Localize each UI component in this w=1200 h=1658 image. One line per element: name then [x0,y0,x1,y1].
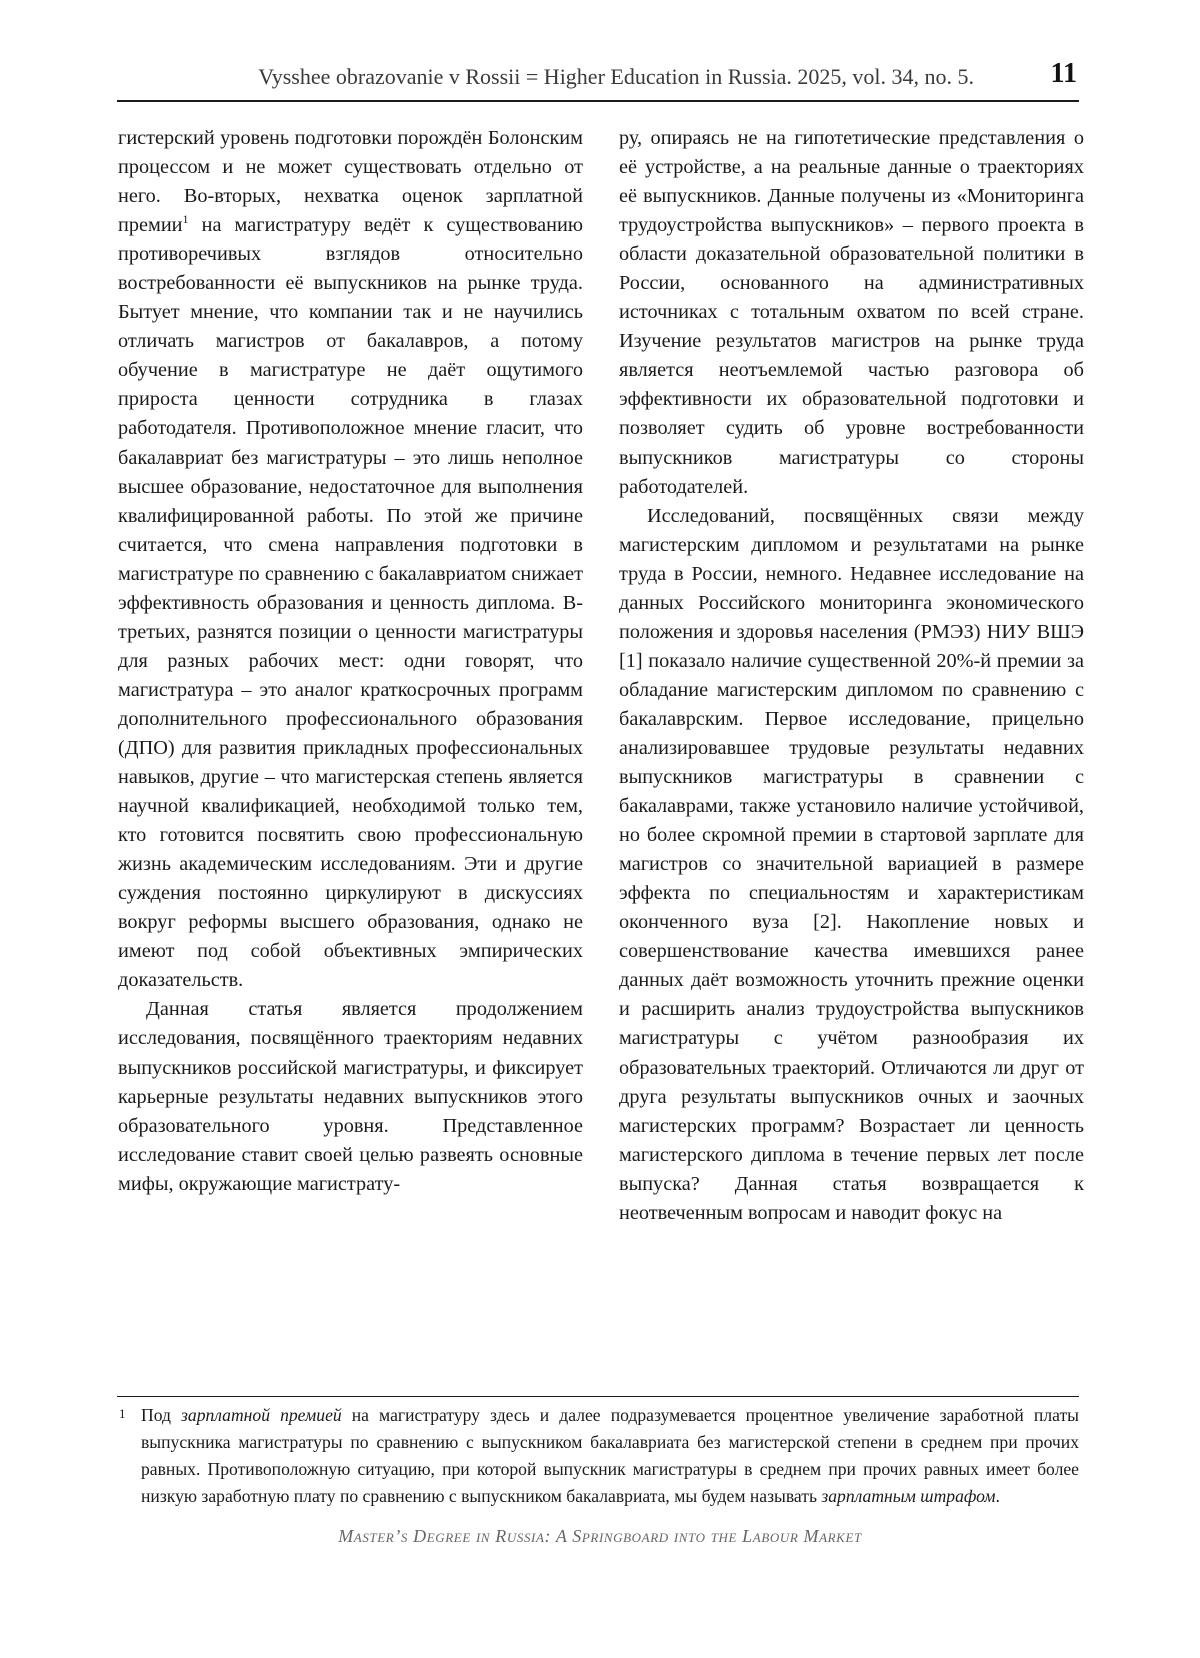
right-column [619,124,1084,1228]
right-paragraph-2: Исследований, посвящённых связи между магистерским дипломом и результатами на рынке труда в России, немного. Недавнее исследование на данных Российского мониторинга экономического положения и здоровья населения (РМЭЗ) НИУ ВШЭ [1] показало наличие существенной 20%-й премии за обладание магистерским дипломом по сравнению с бакалаврским. Первое исследование, прицельно анализировавшее трудовые результаты недавних выпускников магистратуры в сравнении с бакалаврами, также установило наличие устойчивой, но более скромной премии в стартовой зарплате для магистров со значительной вариацией в размере эффекта по специальностям и характеристикам оконченного вуза [2]. Накопление новых и совершенствование качества имевшихся ранее данных даёт возможность уточнить прежние оценки и расширить анализ трудоустройства выпускников магистратуры с учётом разнообразия их образовательных траекторий. Отличаются ли друг от друга результаты выпускников очных и заочных магистерских программ? Возрастает ли ценность магистерского диплома в течение первых лет после выпуска? Данная статья возвращается к неотвеченным вопросам и наводит фокус на [619,504,1084,1224]
left-column [118,124,583,1199]
footnote-divider [117,1396,1079,1397]
running-title: Master’s Degree in Russia: A Springboard into the Labour Market [338,1526,862,1546]
footnote-reference[interactable]: 1 [182,212,189,227]
footnote-text-3: . [995,1486,1000,1506]
left-p1-text-b: на магистратуру ведёт к существованию противоречивых взглядов относительно востребованности её выпускников на рынке труда. Бытует мнение, что компании так и не научились отличать магистров от бакалавров, а потому обучение в магистратуре не даёт ощутимого прироста ценности сотрудника в глазах работодателя. Противоположное мнение гласит, что бакалавриат без магистратуры – это лишь неполное высшее образование, недостаточное для выполнения квалифицированной работы. По этой же причине считается, что смена направления подготовки в магистратуре по сравнению с бакалавриатом снижает эффективность образования и ценность диплома. В-третьих, разнятся позиции о ценности магистратуры для разных рабочих мест: одни говорят, что магистратура – это аналог краткосрочных программ дополнительного профессионального образования (ДПО) для развития прикладных профессиональных навыков, другие – что магистерская степень является научной квалификацией, необходимой только тем, кто готовится посвятить свою профессиональную жизнь академическим исследованиям. Эти и другие суждения постоянно циркулируют в дискуссиях вокруг реформы высшего образования, однако не имеют под собой объективных эмпирических доказательств. [118,214,583,992]
footnote-mark: 1 [119,1406,126,1421]
footnote [117,1402,1079,1510]
journal-citation: Vysshee obrazovanie v Rossii = Higher Education in Russia. 2025, vol. 34, no. 5. [258,64,974,89]
footnote-text [141,1402,1079,1510]
left-p1-text-a: гистерский уровень подготовки порождён Болонским процессом и не может существовать отдельно от него. Во-вторых, нехватка оценок зарплатной премии [118,127,583,237]
footnote-term-premium: зарплатной премией [181,1405,342,1425]
left-paragraph-1 [118,124,583,995]
right-paragraph-1: ру, опираясь не на гипотетические представления о её устройстве, а на реальные данные о траекториях её выпускников. Данные получены из «Мониторинга трудоустройства выпускников» – первого проекта в области доказательной образовательной политики в России, основанного на административных источниках с тотальным охватом по всей стране. Изучение результатов магистров на рынке труда является неотъемлемой частью разговора об эффективности их образовательной подготовки и позволяет судить об уровне востребованности выпускников магистратуры со стороны работодателей. [619,127,1084,498]
footnote-term-penalty: зарплатным штрафом [821,1486,996,1506]
footnote-text-1: Под [141,1405,182,1425]
left-paragraph-2: Данная статья является продолжением исследования, посвящённого траекториям недавних выпускников российской магистратуры, и фиксирует карьерные результаты недавних выпускников этого образовательного уровня. Представленное исследование ставит своей целью развеять основные мифы, окружающие магистрату- [118,998,583,1195]
page-number: 11 [1050,58,1077,89]
footnote-text-2: на магистратуру здесь и далее подразумевается процентное увеличение заработной платы выпускника магистратуры по сравнению с выпускником бакалавриата без магистерской степени в среднем при прочих равных. Противоположную ситуацию, при которой выпускник магистратуры в среднем при прочих равных имеет более низкую заработную плату по сравнению с выпускником бакалавриата, мы будем называть [141,1405,1079,1506]
page-header [117,52,1079,102]
